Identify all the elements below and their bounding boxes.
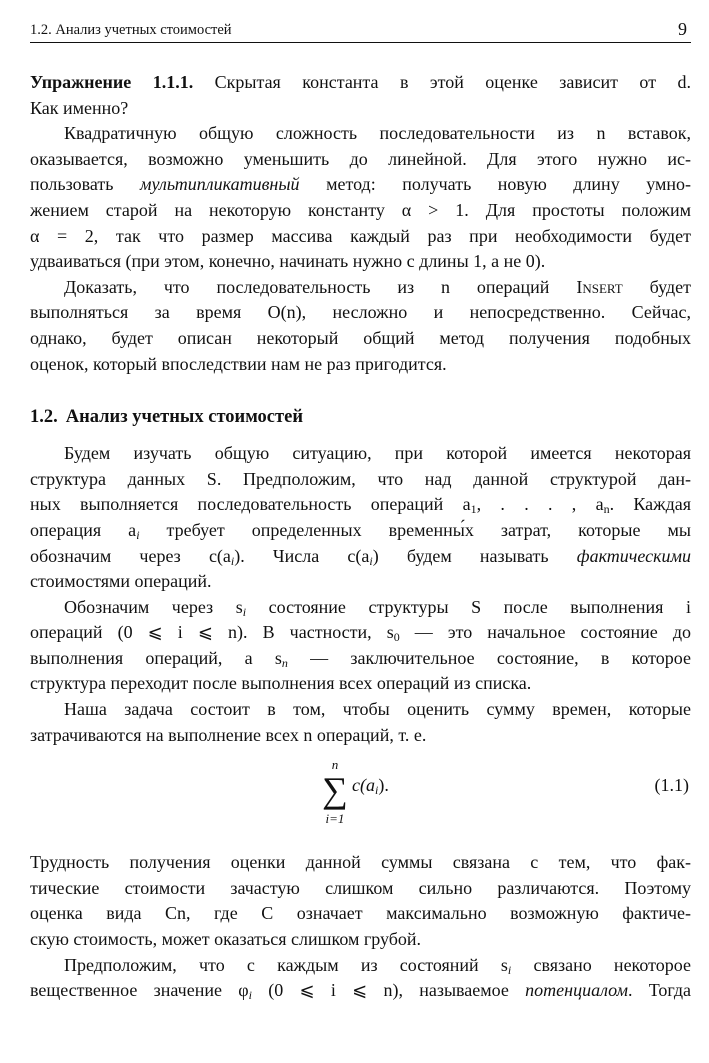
p3-line [30, 518, 691, 544]
p3-text: требует определенных временны́х затрат, которые мы [139, 519, 691, 540]
p4-line [30, 620, 691, 646]
p2-text: Доказать, что последовательность из n операций [64, 276, 577, 297]
p2-line [30, 275, 691, 301]
subscript: i [374, 783, 379, 798]
p7-text: Предположим, что с каждым из состояний s [64, 954, 508, 975]
p7-text: связано некоторое [511, 954, 691, 975]
p2-line: оценок, который впоследствии нам не раз пригодится. [30, 353, 447, 374]
p1-line [30, 172, 691, 198]
p7-line [30, 953, 691, 979]
running-header [30, 20, 691, 43]
subscript: i [136, 527, 140, 542]
p4-text: — это начальное состояние до [399, 622, 691, 643]
p1-text: метод: получать новую длину умно- [299, 174, 691, 195]
p3-text: . Каждая [609, 494, 691, 515]
p5-line: затрачиваются на выполнение всех n операций, т. е. [30, 724, 427, 745]
p1-line: жением старой на некоторую константу α > 1. Для простоты положим [30, 199, 691, 220]
italic-term-actual: фактическими [576, 545, 691, 566]
p3-text: ных выполняется последовательность операций a [30, 494, 471, 515]
p6-line: оценка вида Cn, где C означает максимально возможную фактиче- [30, 903, 691, 924]
p6-line: тические стоимости зачастую слишком сильно различаются. Поэтому [30, 877, 691, 898]
sum-upper-limit: n [331, 757, 339, 773]
p2-line: выполняться за время O(n), несложно и непосредственно. Сейчас, [30, 302, 691, 323]
section-title: Анализ учетных стоимостей [65, 407, 303, 428]
p7-line [30, 978, 691, 1004]
p7-text: . Тогда [627, 980, 691, 1001]
insert-operation: Insert [576, 276, 623, 297]
p3-text: обозначим через c(a [30, 545, 231, 566]
p5-line: Наша задача состоит в том, чтобы оценить сумму времен, которые [64, 699, 691, 720]
subscript: 1 [470, 502, 477, 517]
p4-text: операций (0 ⩽ i ⩽ n). В частности, s [30, 622, 394, 643]
p1-text: пользовать [30, 174, 140, 195]
subscript: n [281, 655, 288, 670]
section-heading [30, 404, 691, 431]
sigma-symbol: ∑ [322, 770, 348, 811]
exercise-text: Скрытая константа в этой оценке зависит от d. [193, 72, 691, 92]
p2-line: однако, будет описан некоторый общий метод получения подобных [30, 327, 691, 348]
sum-lower-limit: i=1 [325, 811, 345, 827]
subscript: i [230, 553, 235, 568]
p4-text: Обозначим через s [64, 596, 243, 617]
p1-line: α = 2, так что размер массива каждый раз при необходимости будет [30, 225, 691, 246]
p4-line: структура переходит после выполнения всех операций из списка. [30, 673, 532, 694]
p7-text: вещественное значение φ [30, 980, 249, 1001]
summand [352, 773, 389, 799]
subscript: 0 [393, 630, 400, 645]
p4-text: состояние структуры S после выполнения i [246, 596, 691, 617]
p4-text: выполнения операций, а s [30, 647, 282, 668]
p4-text: — заключительное состояние, в которое [287, 647, 691, 668]
p3-text: ). Числа c(a [234, 545, 370, 566]
p3-text: операция a [30, 519, 137, 540]
p1-line: оказывается, возможно уменьшить до линейной. Для этого нужно ис- [30, 148, 691, 169]
subscript: n [603, 502, 610, 517]
running-header-title: 1.2. Анализ учетных стоимостей [30, 22, 232, 38]
equation-number: (1.1) [654, 775, 689, 796]
p3-line [30, 492, 691, 518]
text-body [30, 70, 691, 1004]
italic-term-multiplicative: мультипликативный [139, 174, 300, 195]
p3-line: стоимостями операций. [30, 571, 212, 592]
page-number: 9 [678, 19, 687, 39]
p6-line: Трудность получения оценки данной суммы связана с тем, что фак- [30, 852, 691, 873]
subscript: i [369, 553, 373, 568]
section-number: 1.2. [30, 407, 58, 428]
exercise-line-1 [30, 70, 691, 96]
p1-line: Квадратичную общую сложность последовательности из n вставок, [64, 123, 691, 144]
p2-text: будет [622, 276, 691, 297]
p3-text: , . . . , a [476, 494, 604, 515]
subscript: i [248, 988, 252, 1003]
p7-text: (0 ⩽ i ⩽ n), называемое [251, 980, 526, 1001]
p6-line: скую стоимость, может оказаться слишком грубой. [30, 929, 422, 950]
exercise-line-2: Как именно? [30, 97, 129, 118]
italic-term-potential: потенциалом [525, 980, 628, 1001]
p3-text: ) будем называть [372, 545, 577, 566]
summand-text: c(a [352, 775, 375, 796]
p4-line [30, 646, 691, 672]
p3-line [30, 544, 691, 570]
subscript: i [242, 604, 247, 619]
exercise-label: Упражнение 1.1.1. [30, 72, 194, 92]
p3-line: Будем изучать общую ситуацию, при которой имеется некоторая [64, 443, 691, 464]
subscript: i [507, 962, 512, 977]
equation-1-1 [30, 758, 691, 850]
section-gap [30, 377, 691, 404]
summand-text: ). [378, 775, 389, 796]
p4-line [30, 595, 691, 621]
p3-line: структура данных S. Предположим, что над данной структурой дан- [30, 468, 691, 489]
p1-line: удваиваться (при этом, конечно, начинать нужно с длины 1, а не 0). [30, 251, 546, 272]
